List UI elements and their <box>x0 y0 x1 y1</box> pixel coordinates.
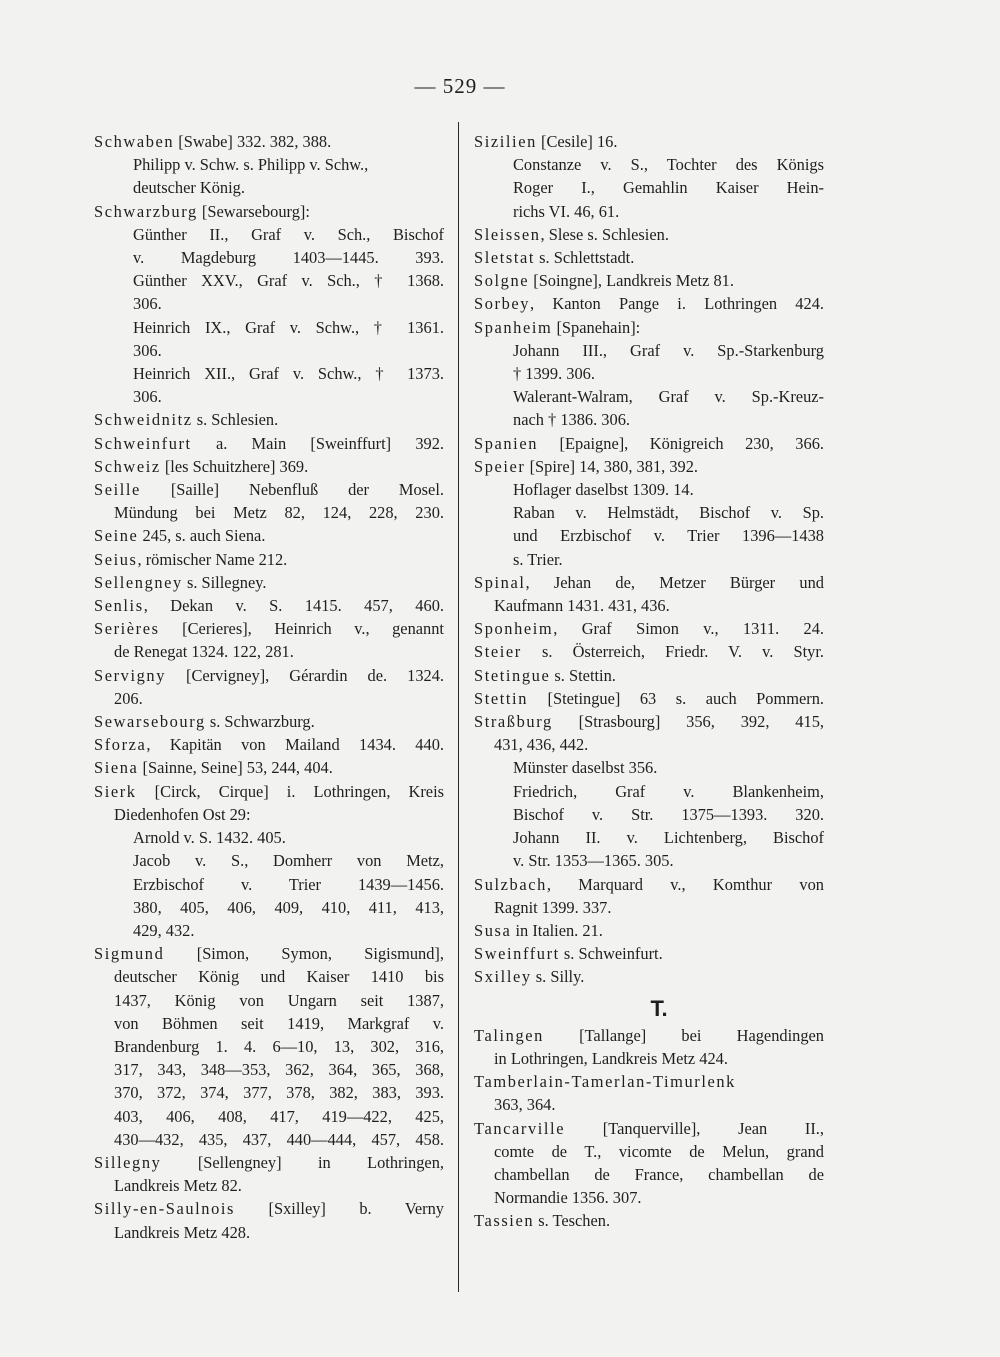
index-headword: Sizilien <box>474 132 537 151</box>
index-line <box>474 664 824 687</box>
index-text: [Sewarsebourg]: <box>197 201 310 221</box>
index-line <box>474 362 824 385</box>
index-line <box>94 617 444 640</box>
index-line <box>94 432 444 455</box>
index-headword: Spanien <box>474 433 539 453</box>
index-text: Günther XXV., Graf v. Sch., † 1368. <box>133 271 444 291</box>
index-line <box>94 339 444 362</box>
index-text: 430—432, 435, 437, 440—444, 457, 458. <box>114 1129 444 1149</box>
index-line <box>474 780 824 803</box>
index-headword: Seine <box>94 526 139 546</box>
index-headword: Tamberlain-Tamerlan-Timurlenk <box>474 1072 736 1092</box>
index-text: Raban v. Helmstädt, Bischof v. Sp. <box>513 503 824 523</box>
index-headword: Sigmund <box>94 944 165 964</box>
index-headword: Sleissen <box>474 224 541 244</box>
index-text: in Italien. 21. <box>511 920 603 940</box>
left-column <box>94 130 444 1244</box>
index-headword: Stetingue <box>474 665 551 685</box>
index-headword: Sillegny <box>94 1152 162 1172</box>
index-text: 306. <box>133 340 162 360</box>
index-headword: Silly-en-Saulnois <box>94 1199 236 1219</box>
index-headword: Sulzbach <box>474 874 547 894</box>
index-text: , Graf Simon v., 1311. 24. <box>553 619 824 639</box>
index-line <box>94 896 444 919</box>
index-text: Heinrich IX., Graf v. Schw., † 1361. <box>133 317 444 337</box>
index-line <box>474 1140 824 1163</box>
index-text: Heinrich XII., Graf v. Schw., † 1373. <box>133 364 444 384</box>
index-line <box>474 269 824 292</box>
index-line <box>94 269 444 292</box>
index-text: [Soingne], Landkreis Metz 81. <box>529 271 734 291</box>
index-text: 1437, König von Ungarn seit 1387, <box>114 990 444 1010</box>
index-text: s. Silly. <box>531 967 585 987</box>
index-text: 403, 406, 408, 417, 419—422, 425, <box>114 1106 444 1126</box>
index-line <box>94 1151 444 1174</box>
index-line <box>474 339 824 362</box>
index-text: [Saille] Nebenfluß der Mosel. <box>140 480 444 500</box>
index-line <box>474 1163 824 1186</box>
index-line <box>474 524 824 547</box>
index-line <box>94 1174 444 1197</box>
index-text: , Marquard v., Komthur von <box>546 874 824 894</box>
index-headword: Sletstat <box>474 248 536 268</box>
index-line <box>94 803 444 826</box>
index-line <box>474 965 824 988</box>
index-line <box>94 153 444 176</box>
index-line <box>474 1070 824 1093</box>
index-text: Günther II., Graf v. Sch., Bischof <box>133 224 444 244</box>
index-headword: Siena <box>94 758 139 778</box>
index-headword: Sforza <box>94 735 147 755</box>
index-line <box>474 687 824 710</box>
index-headword: Senlis <box>94 596 144 616</box>
index-line <box>94 501 444 524</box>
index-headword: Solgne <box>474 271 530 291</box>
index-text: Brandenburg 1. 4. 6—10, 13, 302, 316, <box>114 1036 444 1056</box>
index-text: 245, s. auch Siena. <box>138 526 266 546</box>
index-text: s. Teschen. <box>534 1211 611 1231</box>
index-line <box>474 316 824 339</box>
index-line <box>474 756 824 779</box>
index-text: , Slese s. Schlesien. <box>540 224 669 244</box>
index-text: s. Trier. <box>513 549 563 569</box>
index-line <box>474 478 824 501</box>
index-line <box>94 594 444 617</box>
index-line <box>94 130 444 153</box>
index-text: Ragnit 1399. 337. <box>494 897 612 917</box>
index-line <box>94 1035 444 1058</box>
index-text: 306. <box>133 387 162 407</box>
index-line <box>94 780 444 803</box>
index-headword: Sellengney <box>94 572 183 592</box>
index-line <box>474 1209 824 1232</box>
index-line <box>94 200 444 223</box>
index-headword: Sorbey <box>474 294 531 314</box>
index-text: chambellan de France, chambellan de <box>494 1164 824 1184</box>
index-line <box>474 919 824 942</box>
index-text: , Jehan de, Metzer Bürger und <box>525 572 824 592</box>
index-line <box>94 1128 444 1151</box>
index-headword: Schweinfurt <box>94 433 192 453</box>
index-headword: Speier <box>474 456 526 476</box>
index-text: Friedrich, Graf v. Blankenheim, <box>513 781 824 801</box>
index-headword: Straßburg <box>474 712 553 732</box>
index-headword: Talingen <box>474 1025 544 1045</box>
index-text: s. Schlettstadt. <box>535 248 635 268</box>
index-headword: Sxilley <box>474 967 532 987</box>
index-line <box>94 1081 444 1104</box>
index-headword: Sierk <box>94 781 137 801</box>
index-line <box>474 617 824 640</box>
index-line <box>94 548 444 571</box>
index-text: richs VI. 46, 61. <box>513 201 620 221</box>
index-line <box>474 1117 824 1140</box>
index-line <box>474 1047 824 1070</box>
index-headword: Schwarzburg <box>94 201 198 221</box>
index-text: 306. <box>133 294 162 314</box>
index-text: Landkreis Metz 82. <box>114 1176 242 1196</box>
index-text: Constanze v. S., Tochter des Königs <box>513 155 824 175</box>
index-line <box>94 455 444 478</box>
index-line <box>474 640 824 663</box>
index-line <box>474 942 824 965</box>
index-headword: Tassien <box>474 1211 535 1231</box>
index-text: Normandie 1356. 307. <box>494 1188 642 1208</box>
index-text: 429, 432. <box>133 920 195 940</box>
index-line <box>94 826 444 849</box>
index-line <box>94 873 444 896</box>
index-line <box>94 733 444 756</box>
index-text: Bischof v. Str. 1375—1393. 320. <box>513 804 824 824</box>
index-text: [Circk, Cirque] i. Lothringen, Kreis <box>136 781 444 801</box>
index-text: Johann III., Graf v. Sp.-Starkenburg <box>513 340 824 360</box>
index-text: [Strasbourg] 356, 392, 415, <box>552 712 824 732</box>
index-text: von Böhmen seit 1419, Markgraf v. <box>114 1013 444 1033</box>
index-line <box>94 942 444 965</box>
index-text: [Cervigney], Gérardin de. 1324. <box>165 665 444 685</box>
index-text: [Swabe] 332. 382, 388. <box>174 132 332 151</box>
index-text: a. Main [Sweinffurt] 392. <box>191 433 444 453</box>
index-line <box>474 896 824 919</box>
index-text: 206. <box>114 688 143 708</box>
index-text: s. Österreich, Friedr. V. v. Styr. <box>521 642 824 662</box>
index-text: s. Stettin. <box>550 665 616 685</box>
index-line <box>94 246 444 269</box>
index-line <box>94 989 444 1012</box>
index-line <box>94 408 444 431</box>
index-headword: Schweiz <box>94 456 161 476</box>
index-text: [Cerieres], Heinrich v., genannt <box>159 619 444 639</box>
index-line <box>94 1012 444 1035</box>
index-text: 370, 372, 374, 377, 378, 382, 383, 393. <box>114 1083 444 1103</box>
index-line <box>94 849 444 872</box>
index-headword: Schweidnitz <box>94 410 193 430</box>
index-text: Roger I., Gemahlin Kaiser Hein- <box>513 178 824 198</box>
index-line <box>94 1221 444 1244</box>
index-line <box>474 130 824 153</box>
index-line <box>474 1186 824 1209</box>
index-line <box>474 292 824 315</box>
index-line <box>94 1105 444 1128</box>
index-text: 317, 343, 348—353, 362, 364, 365, 368, <box>114 1060 444 1080</box>
index-line <box>94 965 444 988</box>
index-line <box>94 176 444 199</box>
index-headword: Susa <box>474 920 512 940</box>
index-text: und Erzbischof v. Trier 1396—1438 <box>513 526 824 546</box>
section-letter: T. <box>650 995 668 1021</box>
index-line <box>94 664 444 687</box>
index-line <box>94 919 444 942</box>
index-line <box>474 826 824 849</box>
index-line <box>474 803 824 826</box>
index-text: Erzbischof v. Trier 1439—1456. <box>133 874 444 894</box>
index-text: , Kapitän von Mailand 1434. 440. <box>146 735 444 755</box>
index-text: Mündung bei Metz 82, 124, 228, 230. <box>114 503 444 523</box>
index-line <box>474 1024 824 1047</box>
index-line <box>474 432 824 455</box>
index-text: 363, 364. <box>494 1095 556 1115</box>
index-line <box>94 687 444 710</box>
index-line <box>474 594 824 617</box>
index-text: [Cesile] 16. <box>536 132 618 151</box>
index-text: Kaufmann 1431. 431, 436. <box>494 596 670 616</box>
index-line <box>474 455 824 478</box>
index-line <box>94 223 444 246</box>
index-text: [Spire] 14, 380, 381, 392. <box>525 456 699 476</box>
index-text: , römischer Name 212. <box>137 549 288 569</box>
index-text: Johann II. v. Lichtenberg, Bischof <box>513 828 824 848</box>
index-text: 431, 436, 442. <box>494 735 589 755</box>
index-line <box>94 524 444 547</box>
right-column <box>474 130 824 1233</box>
index-text: [Sainne, Seine] 53, 244, 404. <box>138 758 333 778</box>
index-line <box>474 710 824 733</box>
index-headword: Spinal <box>474 572 526 592</box>
index-line <box>94 292 444 315</box>
index-text: † 1399. 306. <box>513 364 595 384</box>
index-text: s. Sillegney. <box>182 572 267 592</box>
index-line <box>474 223 824 246</box>
index-line <box>474 176 824 199</box>
index-line <box>94 478 444 501</box>
index-headword: Servigny <box>94 665 166 685</box>
index-line <box>474 1093 824 1116</box>
index-line <box>94 1197 444 1220</box>
index-line <box>474 501 824 524</box>
index-text: [Tanquerville], Jean II., <box>565 1118 824 1138</box>
index-headword: Schwaben <box>94 132 175 151</box>
index-text: , Kanton Pange i. Lothringen 424. <box>530 294 824 314</box>
index-text: 380, 405, 406, 409, 410, 411, 413, <box>133 897 444 917</box>
index-headword: Stettin <box>474 688 529 708</box>
index-text: [Tallange] bei Hagendingen <box>543 1025 824 1045</box>
index-text: Münster daselbst 356. <box>513 758 658 778</box>
index-headword: Steier <box>474 642 522 662</box>
index-line <box>474 873 824 896</box>
index-line <box>474 733 824 756</box>
index-line <box>474 153 824 176</box>
index-line <box>474 408 824 431</box>
index-text: [Sxilley] b. Verny <box>235 1199 444 1219</box>
index-text: [les Schuitzhere] 369. <box>160 456 309 476</box>
index-text: comte de T., vicomte de Melun, grand <box>494 1141 824 1161</box>
index-text: Diedenhofen Ost 29: <box>114 804 251 824</box>
index-text: Philipp v. Schw. s. Philipp v. Schw., <box>133 155 369 175</box>
column-rule <box>458 122 459 1292</box>
index-line <box>474 571 824 594</box>
index-headword: Seille <box>94 480 141 500</box>
index-text: s. Schwarzburg. <box>205 712 315 732</box>
index-text: in Lothringen, Landkreis Metz 424. <box>494 1048 728 1068</box>
index-line <box>94 316 444 339</box>
index-line <box>474 849 824 872</box>
index-text: [Stetingue] 63 s. auch Pommern. <box>528 688 824 708</box>
index-text: [Epaigne], Königreich 230, 366. <box>538 433 824 453</box>
index-line <box>474 200 824 223</box>
index-text: Walerant-Walram, Graf v. Sp.-Kreuz- <box>513 387 824 407</box>
page-number: — 529 — <box>414 74 506 98</box>
index-line <box>94 571 444 594</box>
index-text: nach † 1386. 306. <box>513 410 630 430</box>
index-text: [Sellengney] in Lothringen, <box>161 1152 444 1172</box>
index-line <box>474 246 824 269</box>
index-headword: Sweinffurt <box>474 944 560 964</box>
index-line <box>94 1058 444 1081</box>
index-text: [Spanehain]: <box>552 317 641 337</box>
index-headword: Sponheim <box>474 619 554 639</box>
index-text: Landkreis Metz 428. <box>114 1222 251 1242</box>
index-text: de Renegat 1324. 122, 281. <box>114 642 294 662</box>
index-text: s. Schlesien. <box>192 410 279 430</box>
index-text: Hoflager daselbst 1309. 14. <box>513 480 694 500</box>
index-text: deutscher König. <box>133 178 245 198</box>
index-line <box>474 548 824 571</box>
index-line <box>94 756 444 779</box>
index-line <box>474 385 824 408</box>
index-headword: Seius <box>94 549 138 569</box>
index-text: v. Str. 1353—1365. 305. <box>513 851 674 871</box>
index-headword: Serières <box>94 619 160 639</box>
index-text: v. Magdeburg 1403—1445. 393. <box>133 248 444 268</box>
index-text: deutscher König und Kaiser 1410 bis <box>114 967 444 987</box>
index-headword: Tancarville <box>474 1118 566 1138</box>
index-text: [Simon, Symon, Sigismund], <box>164 944 444 964</box>
index-line <box>94 710 444 733</box>
index-line <box>94 385 444 408</box>
index-headword: Spanheim <box>474 317 553 337</box>
index-headword: Sewarsebourg <box>94 712 206 732</box>
index-text: Arnold v. S. 1432. 405. <box>133 828 286 848</box>
index-line <box>94 640 444 663</box>
index-text: Jacob v. S., Domherr von Metz, <box>133 851 444 871</box>
index-text: s. Schweinfurt. <box>559 944 663 964</box>
index-text: , Dekan v. S. 1415. 457, 460. <box>143 596 444 616</box>
index-line <box>94 362 444 385</box>
